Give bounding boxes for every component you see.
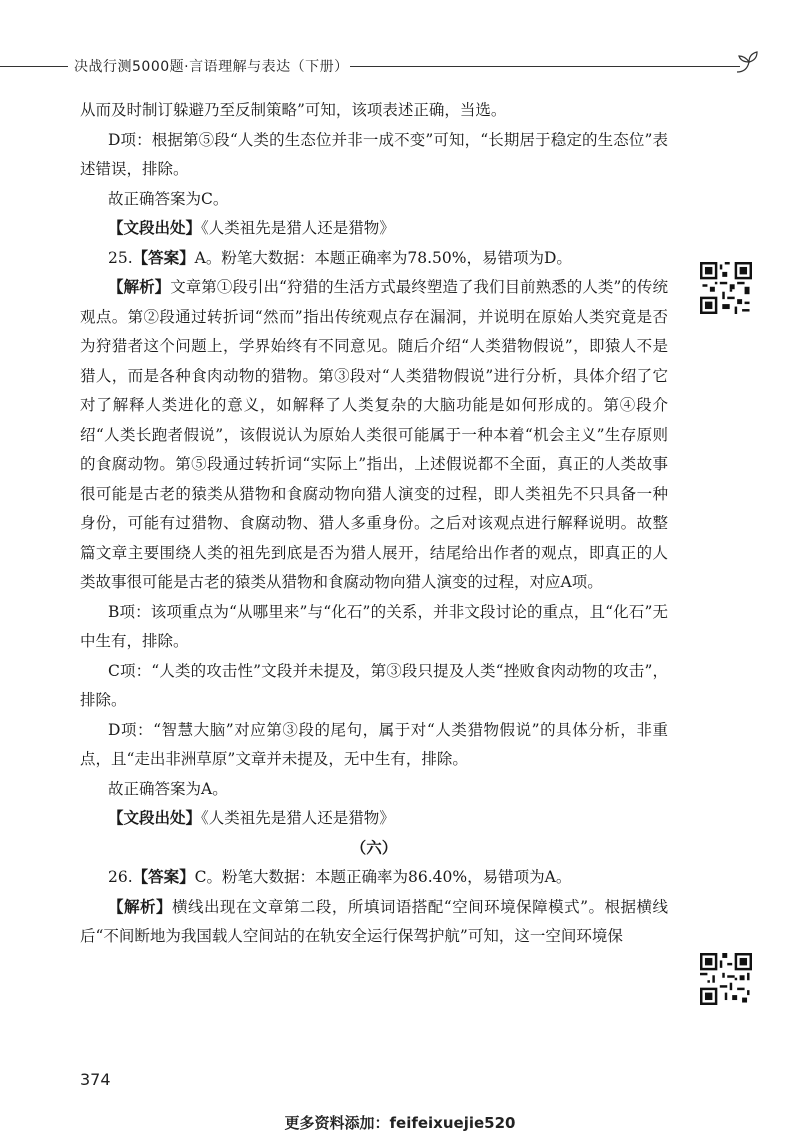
source-line xyxy=(80,804,668,834)
option-b: B项：该项重点为“从哪里来”与“化石”的关系，并非文段讨论的重点，且“化石”无中生有，排除。 xyxy=(80,602,668,650)
source-title: 《人类祖先是猎人还是猎物》 xyxy=(201,219,395,237)
answer-text: A。粉笔大数据：本题正确率为78.50%，易错项为D。 xyxy=(194,248,572,267)
question-number: 26. xyxy=(108,868,133,886)
source-line xyxy=(80,214,668,244)
conclusion-line: 故正确答案为A。 xyxy=(108,779,228,798)
option-d: D项：“智慧大脑”对应第③段的尾句，属于对“人类猎物假说”的具体分析，非重点，且“走出非洲草原”文章并未提及，无中生有，排除。 xyxy=(80,720,668,768)
page-number: 374 xyxy=(80,1070,111,1089)
question-number: 25. xyxy=(108,248,133,267)
answer-tag: 【答案】 xyxy=(132,248,195,267)
paragraph: 从而及时制订躲避乃至反制策略”可知，该项表述正确，当选。 xyxy=(80,101,507,119)
analysis-tag: 【解析】 xyxy=(108,278,171,296)
answer-line: 故正确答案为C。 xyxy=(108,189,229,208)
analysis-text: 横线出现在文章第二段，所填词语搭配“空间环境保障模式”。根据横线后“不间断地为我国载人空间站的在轨安全运行保驾护航”可知，这一空间环境保 xyxy=(80,897,668,945)
page-content xyxy=(80,96,668,952)
qr-code-icon[interactable] xyxy=(700,262,752,314)
analysis-paragraph xyxy=(80,273,668,598)
source-title: 《人类祖先是猎人还是猎物》 xyxy=(201,809,395,827)
source-tag: 【文段出处】 xyxy=(108,219,202,237)
page-header xyxy=(0,48,800,78)
option-d-continued: D项：根据第⑤段“人类的生态位并非一成不变”可知，“长期居于稳定的生态位”表述错误，排除。 xyxy=(80,130,668,178)
analysis-paragraph xyxy=(80,893,668,952)
book-title: 决战行测5000题·言语理解与表达（下册） xyxy=(74,59,349,75)
question-25-answer xyxy=(80,244,668,274)
option-c: C项：“人类的攻击性”文段并未提及，第③段只提及人类“挫败食肉动物的攻击”，排除。 xyxy=(80,661,668,709)
analysis-text: 文章第①段引出“狩猎的生活方式最终塑造了我们目前熟悉的人类”的传统观点。第②段通过转折词“然而”指出传统观点存在漏洞，并说明在原始人类究竟是否为狩猎者这个问题上，学界始终有不同意见。随后介绍“人类猎物假说”，即猿人不是猎人，而是各种食肉动物的猎物。第③段对“人类猎物假说”进行分析，具体介绍了它对了解释人类进化的意义，如解释了人类复杂的大脑功能是如何形成的。第④段介绍“人类长跑者假说”，该假说认为原始人类很可能属于一种本着“机会主义”生存原则的食腐动物。第⑤段通过转折词“实际上”指出，上述假说都不全面，真正的人类故事很可能是古老的猿类从猎物和食腐动物向猎人演变的过程，即人类祖先不只具备一种身份，可能有过猎物、食腐动物、猎人多重身份。之后对该观点进行解释说明。故整篇文章主要围绕人类的祖先到底是否为猎人展开，结尾给出作者的观点，即真正的人类故事很可能是古老的猿类从猎物和食腐动物向猎人演变的过程，对应A项。 xyxy=(80,278,668,591)
qr-code-icon[interactable] xyxy=(700,953,752,1005)
sprout-icon xyxy=(735,48,763,78)
analysis-tag: 【解析】 xyxy=(108,897,172,916)
answer-tag: 【答案】 xyxy=(132,868,195,886)
header-rule-left xyxy=(0,66,68,67)
question-26-answer xyxy=(80,863,668,893)
footer-note: 更多资料添加：feifeixuejie520 xyxy=(284,1114,516,1132)
answer-text: C。粉笔大数据：本题正确率为86.40%，易错项为A。 xyxy=(194,868,572,886)
source-tag: 【文段出处】 xyxy=(108,809,202,827)
header-rule-right xyxy=(350,66,740,67)
section-heading: （六） xyxy=(350,838,398,857)
